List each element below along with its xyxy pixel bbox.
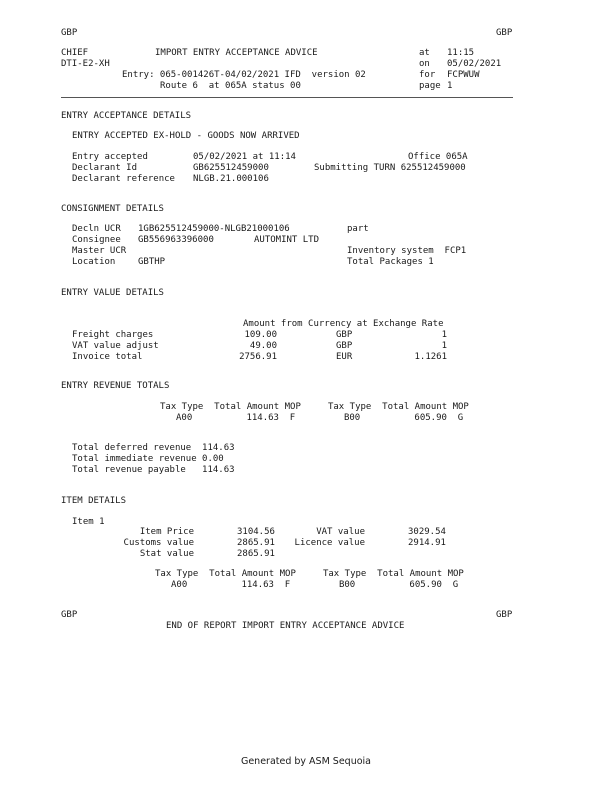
total-packages: Total Packages 1 <box>347 257 434 267</box>
top-left-currency: GBP <box>61 28 78 38</box>
bottom-right-currency: GBP <box>496 610 513 620</box>
value-row-rate: 1 <box>441 341 447 351</box>
licence-value-value: 2914.91 <box>408 538 446 548</box>
end-of-report: END OF REPORT IMPORT ENTRY ACCEPTANCE ADVICE <box>166 621 405 631</box>
item-tax-table-row: A00 114.63 F B00 605.90 G <box>171 580 459 590</box>
section-heading: ENTRY REVENUE TOTALS <box>61 381 170 391</box>
total-deferred-revenue: Total deferred revenue 114.63 <box>72 443 235 453</box>
licence-value-label: Licence value <box>294 538 365 548</box>
decln-ucr-part: part <box>347 224 369 234</box>
value-row-currency: EUR <box>336 352 353 362</box>
on-value: 05/02/2021 <box>447 59 502 69</box>
on-label: on <box>419 59 430 69</box>
system-name: CHIEF <box>61 48 89 58</box>
top-right-currency: GBP <box>496 28 513 38</box>
value-row-amount: 2756.91 <box>239 352 277 362</box>
vat-value-value: 3029.54 <box>408 527 446 537</box>
location-label: Location <box>72 257 116 267</box>
value-table-header: Amount from Currency at Exchange Rate <box>243 319 444 329</box>
value-row-label: Freight charges <box>72 330 154 340</box>
bottom-left-currency: GBP <box>61 610 78 620</box>
vat-value-label: VAT value <box>316 527 365 537</box>
decln-ucr-label: Decln UCR <box>72 224 121 234</box>
consignee-value: GB556963396000 <box>138 235 214 245</box>
declarant-id-label: Declarant Id <box>72 163 138 173</box>
declarant-id-value: GB625512459000 <box>193 163 269 173</box>
revenue-table-header: Tax Type Total Amount MOP Tax Type Total Amount MOP <box>160 402 469 412</box>
section-heading: CONSIGNMENT DETAILS <box>61 204 164 214</box>
value-row-label: Invoice total <box>72 352 143 362</box>
total-revenue-payable: Total revenue payable 114.63 <box>72 465 235 475</box>
submitting-turn: Submitting TURN 625512459000 <box>314 163 466 173</box>
item-tax-table-header: Tax Type Total Amount MOP Tax Type Total Amount MOP <box>155 569 464 579</box>
total-immediate-revenue: Total immediate revenue 0.00 <box>72 454 224 464</box>
entry-accepted-label: Entry accepted <box>72 152 148 162</box>
section-heading: ENTRY ACCEPTANCE DETAILS <box>61 111 192 121</box>
master-ucr-label: Master UCR <box>72 246 127 256</box>
item-price-value: 3104.56 <box>237 527 275 537</box>
value-row-rate: 1 <box>441 330 447 340</box>
header-divider <box>61 97 513 98</box>
at-label: at <box>419 48 430 58</box>
item-price-label: Item Price <box>139 527 194 537</box>
for-value: FCPWUW <box>447 70 480 80</box>
value-row-amount: 109.00 <box>244 330 277 340</box>
stat-value-value: 2865.91 <box>237 549 275 559</box>
customs-value-value: 2865.91 <box>237 538 275 548</box>
section-heading: ITEM DETAILS <box>61 496 127 506</box>
value-row-currency: GBP <box>336 330 353 340</box>
declarant-reference-label: Declarant reference <box>72 174 175 184</box>
declarant-reference-value: NLGB.21.000106 <box>193 174 269 184</box>
generated-by-footer: Generated by ASM Sequoia <box>240 756 372 767</box>
value-row-label: VAT value adjust <box>72 341 159 351</box>
consignee-label: Consignee <box>72 235 121 245</box>
stat-value-label: Stat value <box>139 549 194 559</box>
report-title: IMPORT ENTRY ACCEPTANCE ADVICE <box>155 48 318 58</box>
route-status: Route 6 at 065A status 00 <box>160 81 301 91</box>
report-code: DTI-E2-XH <box>61 59 110 69</box>
section-heading: ENTRY VALUE DETAILS <box>61 288 164 298</box>
location-value: GBTHP <box>138 257 166 267</box>
item-label: Item 1 <box>72 517 105 527</box>
page-label: page <box>419 81 441 91</box>
consignee-name: AUTOMINT LTD <box>254 235 320 245</box>
revenue-table-row: A00 114.63 F B00 605.90 G <box>176 413 464 423</box>
at-value: 11:15 <box>447 48 475 58</box>
decln-ucr-value: 1GB625512459000-NLGB21000106 <box>138 224 290 234</box>
value-row-amount: 49.00 <box>249 341 277 351</box>
page-value: 1 <box>447 81 453 91</box>
customs-value-label: Customs value <box>123 538 194 548</box>
entry-reference: Entry: 065-001426T-04/02/2021 IFD version 02 <box>122 70 366 80</box>
entry-accepted-value: 05/02/2021 at 11:14 <box>193 152 296 162</box>
value-row-currency: GBP <box>336 341 353 351</box>
inventory-system: Inventory system FCP1 <box>347 246 467 256</box>
office: Office 065A <box>408 152 468 162</box>
for-label: for <box>419 70 436 80</box>
value-row-rate: 1.1261 <box>414 352 447 362</box>
acceptance-status: ENTRY ACCEPTED EX-HOLD - GOODS NOW ARRIVED <box>72 131 300 141</box>
